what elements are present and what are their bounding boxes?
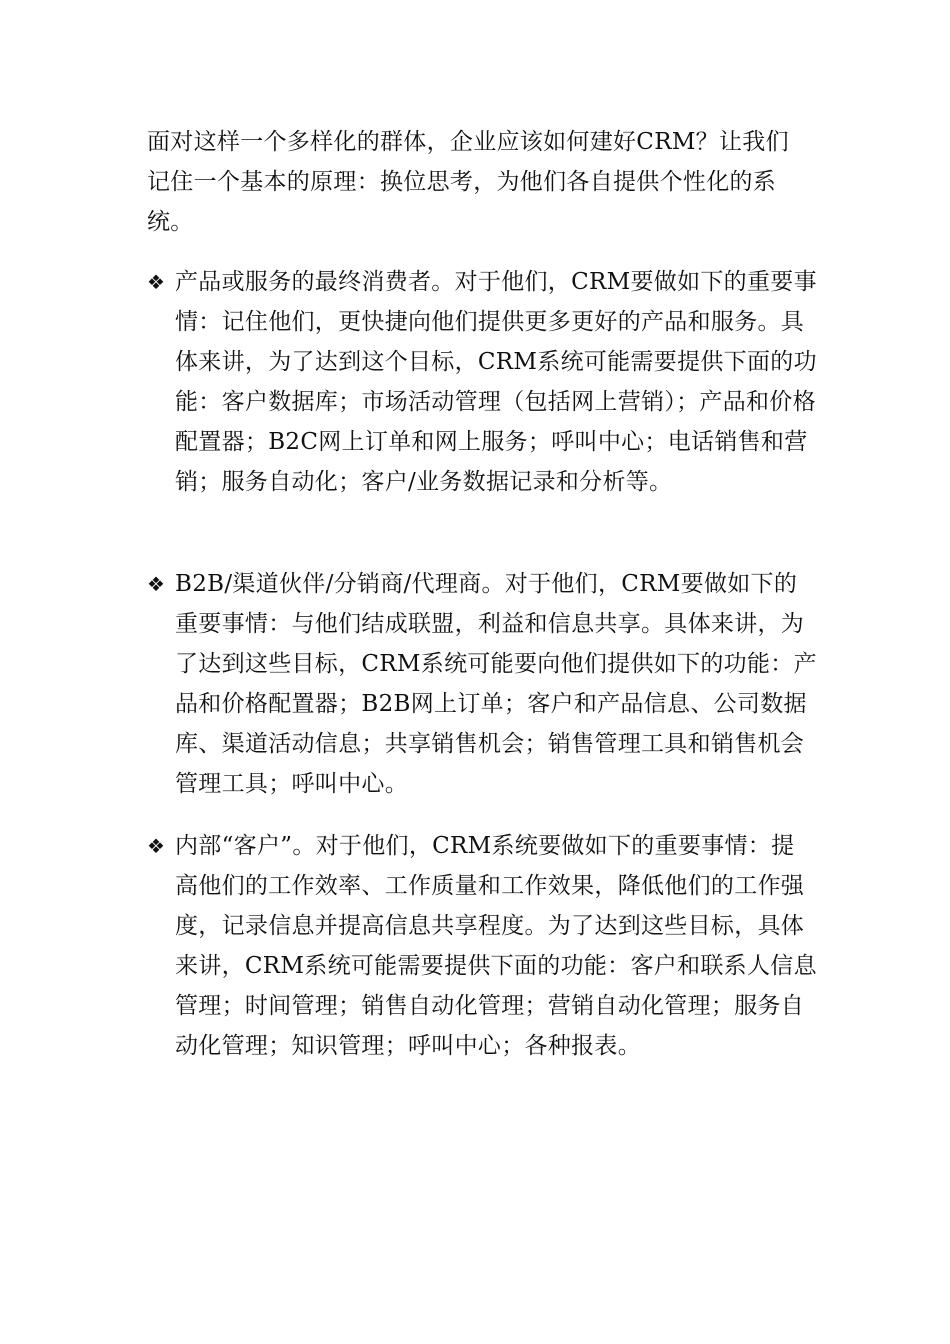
bullet-item-end-consumers	[147, 262, 817, 502]
bullet-item-channel-partners	[147, 564, 817, 804]
bullet-text: 内部“客户”。对于他们，CRM系统要做如下的重要事情：提高他们的工作效率、工作质量和工作效果，降低他们的工作强度，记录信息并提高信息共享程度。为了达到这些目标，具体来讲，CRM系统可能需要提供下面的功能：客户和联系人信息管理；时间管理；销售自动化管理；营销自动化管理；服务自动化管理；知识管理；呼叫中心；各种报表。	[175, 833, 817, 1059]
diamond-bullet-icon: ❖	[147, 270, 166, 294]
intro-paragraph: 面对这样一个多样化的群体，企业应该如何建好CRM？让我们记住一个基本的原理：换位思考，为他们各自提供个性化的系统。	[147, 129, 789, 235]
bullet-item-internal-customers	[147, 826, 817, 1066]
diamond-bullet-icon: ❖	[147, 834, 166, 858]
bullet-text: 产品或服务的最终消费者。对于他们，CRM要做如下的重要事情：记住他们，更快捷向他们提供更多更好的产品和服务。具体来讲，为了达到这个目标，CRM系统可能需要提供下面的功能：客户数据库；市场活动管理（包括网上营销）；产品和价格配置器；B2C网上订单和网上服务；呼叫中心；电话销售和营销；服务自动化；客户/业务数据记录和分析等。	[175, 269, 817, 495]
diamond-bullet-icon: ❖	[147, 572, 166, 596]
bullet-text: B2B/渠道伙伴/分销商/代理商。对于他们，CRM要做如下的重要事情：与他们结成联盟，利益和信息共享。具体来讲，为了达到这些目标，CRM系统可能要向他们提供如下的功能：产品和价格配置器；B2B网上订单；客户和产品信息、公司数据库、渠道活动信息；共享销售机会；销售管理工具和销售机会管理工具；呼叫中心。	[175, 571, 817, 797]
